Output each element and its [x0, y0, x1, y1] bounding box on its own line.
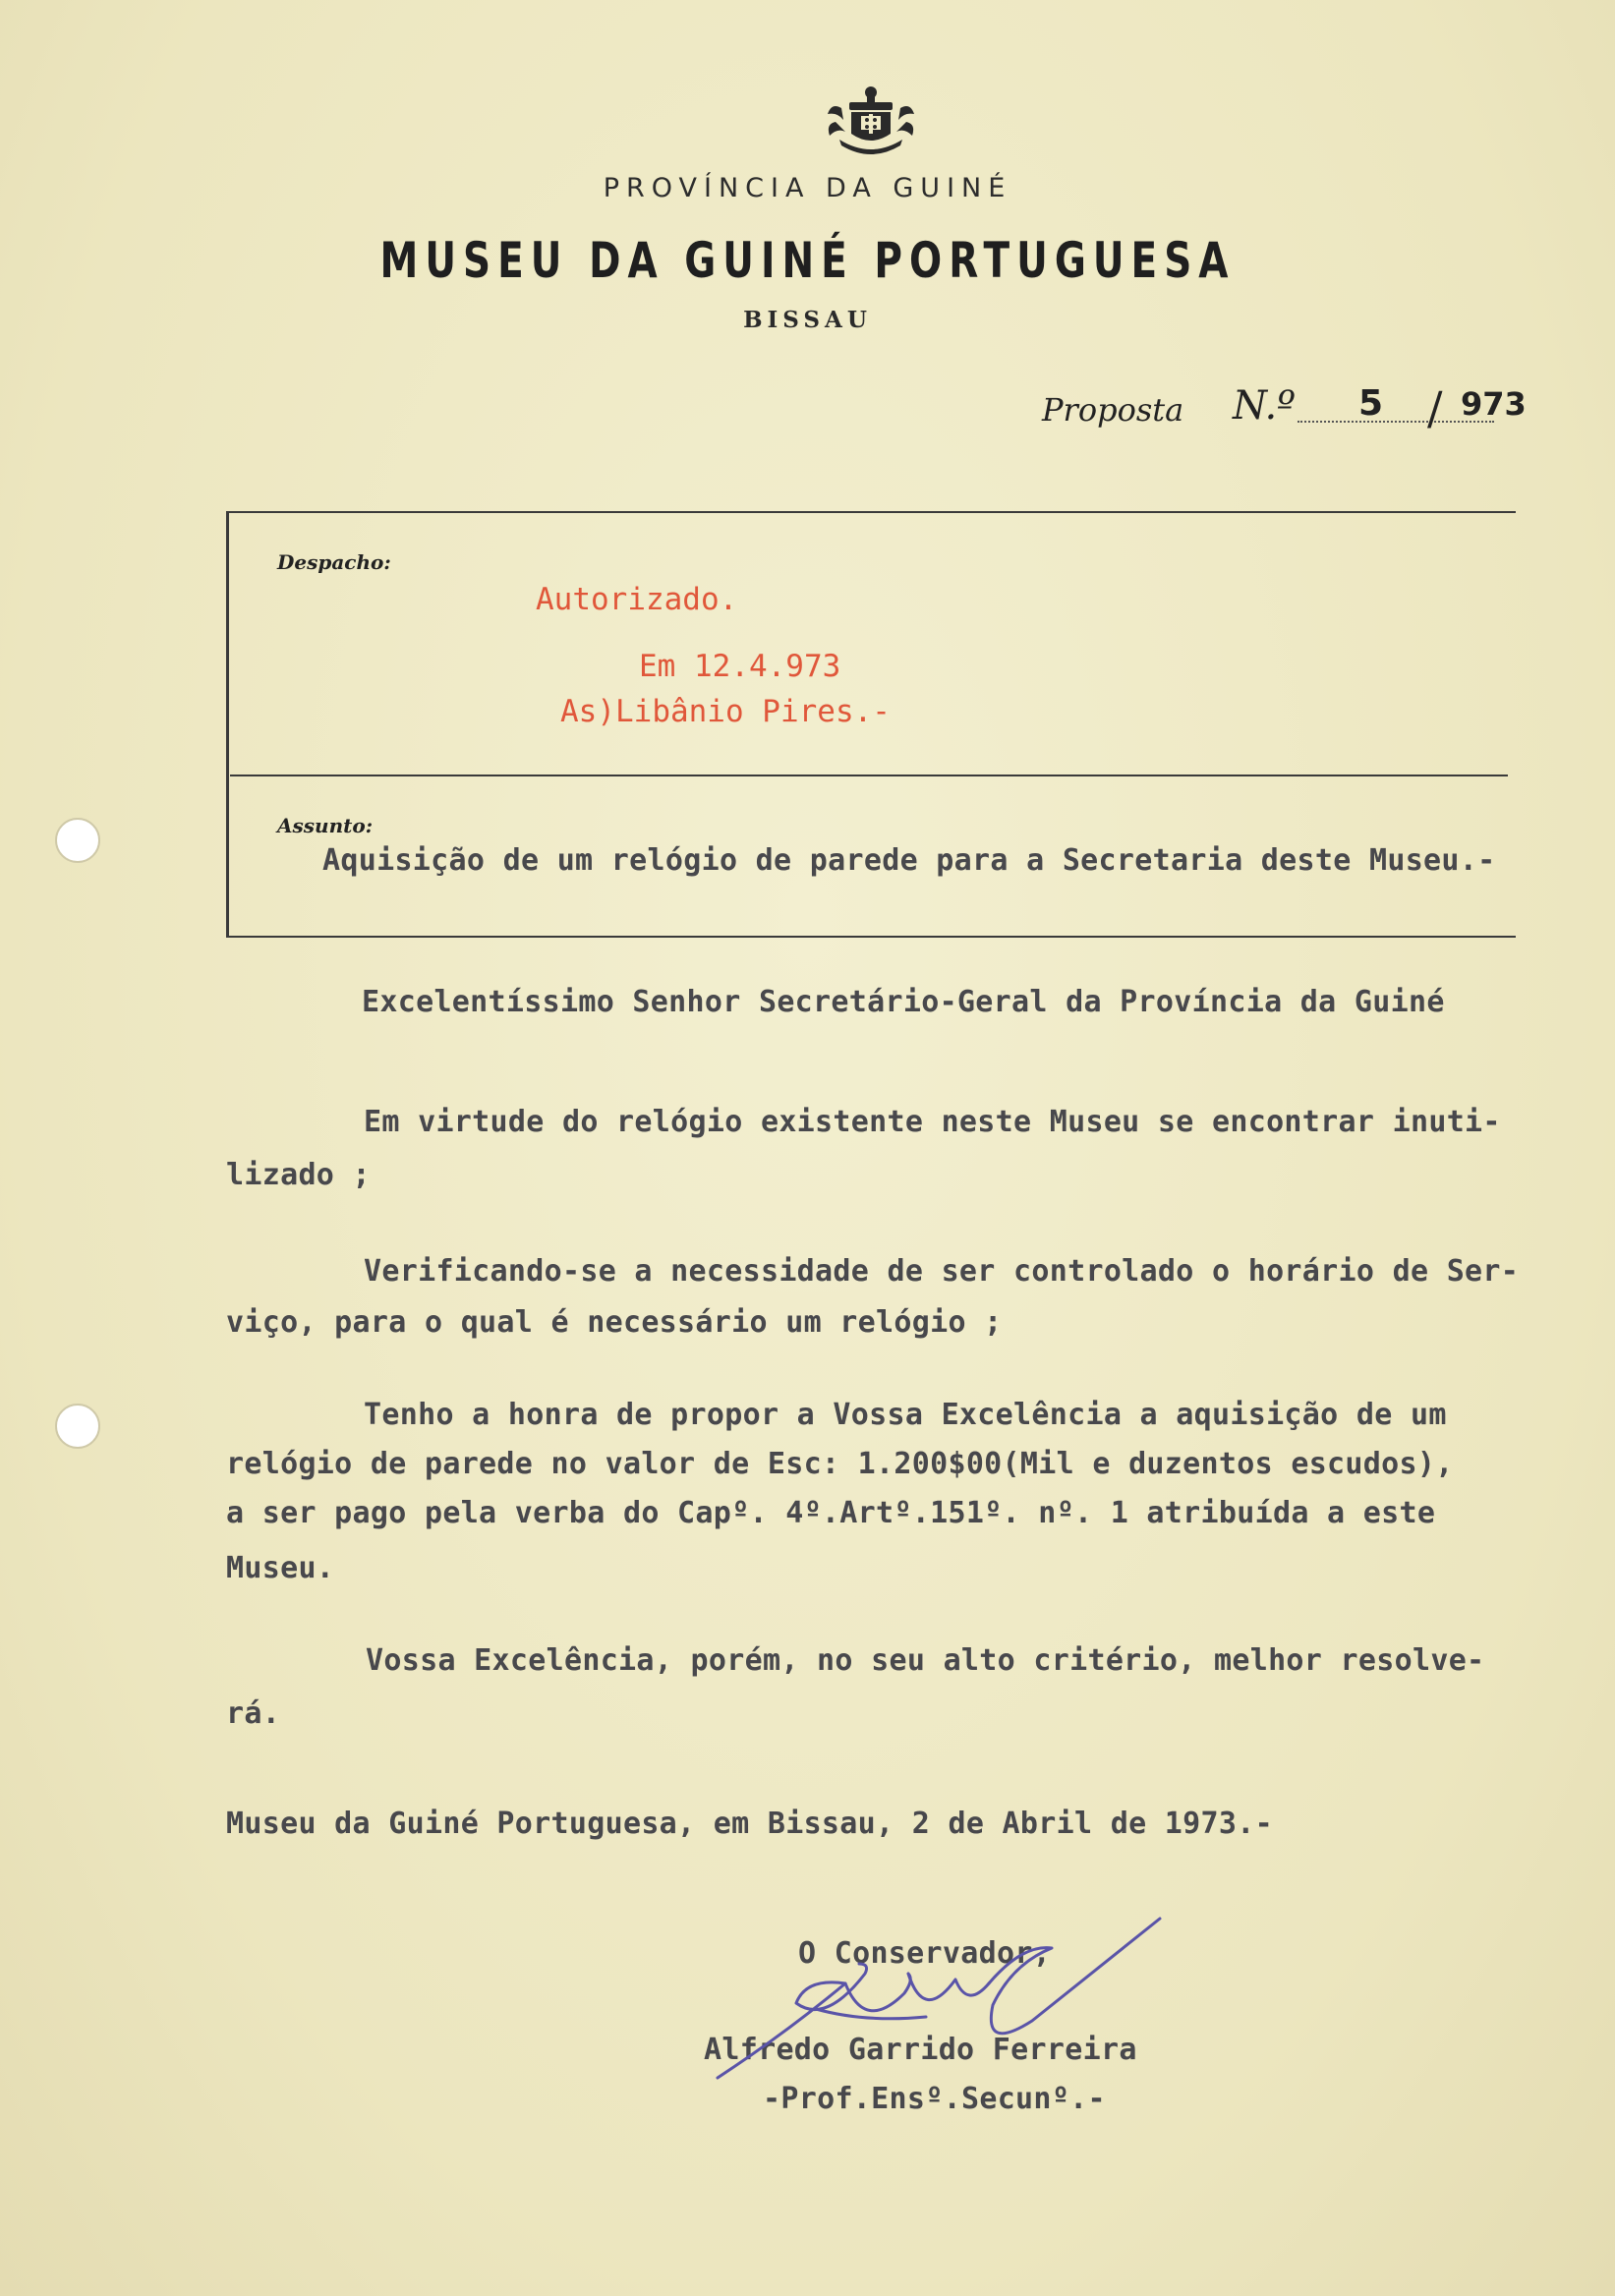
despacho-signed-by: As)Libânio Pires.-	[560, 694, 891, 729]
paragraph-3-line-2: relógio de parede no valor de Esc: 1.200$00(Mil e duzentos escudos),	[226, 1447, 1454, 1481]
signoff-name: Alfredo Garrido Ferreira	[704, 2033, 1137, 2067]
paragraph-4-line-2: rá.	[226, 1696, 281, 1731]
proposal-label: Proposta	[1042, 391, 1184, 429]
signoff-title: O Conservador,	[798, 1936, 1052, 1971]
box-middle-rule	[230, 775, 1508, 776]
assunto-text: Aquisição de um relógio de parede para a Secretaria deste Museu.-	[322, 843, 1496, 878]
coat-of-arms-icon	[824, 83, 918, 159]
paragraph-4-line-1: Vossa Excelência, porém, no seu alto critério, melhor resolve-	[366, 1643, 1485, 1678]
paragraph-1-line-2: lizado ;	[226, 1158, 371, 1192]
place-and-date: Museu da Guiné Portuguesa, em Bissau, 2 de Abril de 1973.-	[226, 1807, 1273, 1841]
paragraph-2-line-1: Verificando-se a necessidade de ser controlado o horário de Ser-	[364, 1254, 1520, 1289]
province-heading: PROVÍNCIA DA GUINÉ	[603, 173, 1012, 203]
despacho-status: Autorizado.	[536, 582, 738, 617]
punch-hole-bottom	[55, 1404, 100, 1449]
despacho-label: Despacho:	[277, 550, 391, 574]
signoff-credential: -Prof.Ensº.Secunº.-	[763, 2082, 1106, 2116]
museum-heading: MUSEU DA GUINÉ PORTUGUESA	[379, 232, 1236, 289]
paragraph-3-line-1: Tenho a honra de propor a Vossa Excelência a aquisição de um	[364, 1398, 1447, 1432]
paragraph-2-line-2: viço, para o qual é necessário um relógio ;	[226, 1305, 1003, 1340]
handwritten-signature	[698, 1915, 1180, 2111]
city-heading: BISSAU	[743, 307, 872, 333]
proposal-number	[1042, 383, 1533, 442]
proposal-slash: /	[1427, 381, 1443, 434]
proposal-year: 973	[1461, 385, 1527, 423]
paragraph-3-line-3: a ser pago pela verba do Capº. 4º.Artº.151º. nº. 1 atribuída a este	[226, 1496, 1436, 1530]
paragraph-1-line-1: Em virtude do relógio existente neste Museu se encontrar inuti-	[364, 1105, 1501, 1139]
despacho-date: Em 12.4.973	[639, 649, 841, 684]
box-left-rule	[226, 511, 229, 936]
proposal-number-value: 5	[1358, 383, 1384, 424]
punch-hole-top	[55, 818, 100, 863]
box-top-rule	[226, 511, 1516, 513]
box-bottom-rule	[226, 936, 1516, 938]
assunto-label: Assunto:	[277, 814, 374, 837]
salutation: Excelentíssimo Senhor Secretário-Geral da Província da Guiné	[362, 985, 1445, 1019]
proposal-number-label: N.º	[1233, 383, 1296, 429]
paragraph-3-line-4: Museu.	[226, 1551, 335, 1585]
